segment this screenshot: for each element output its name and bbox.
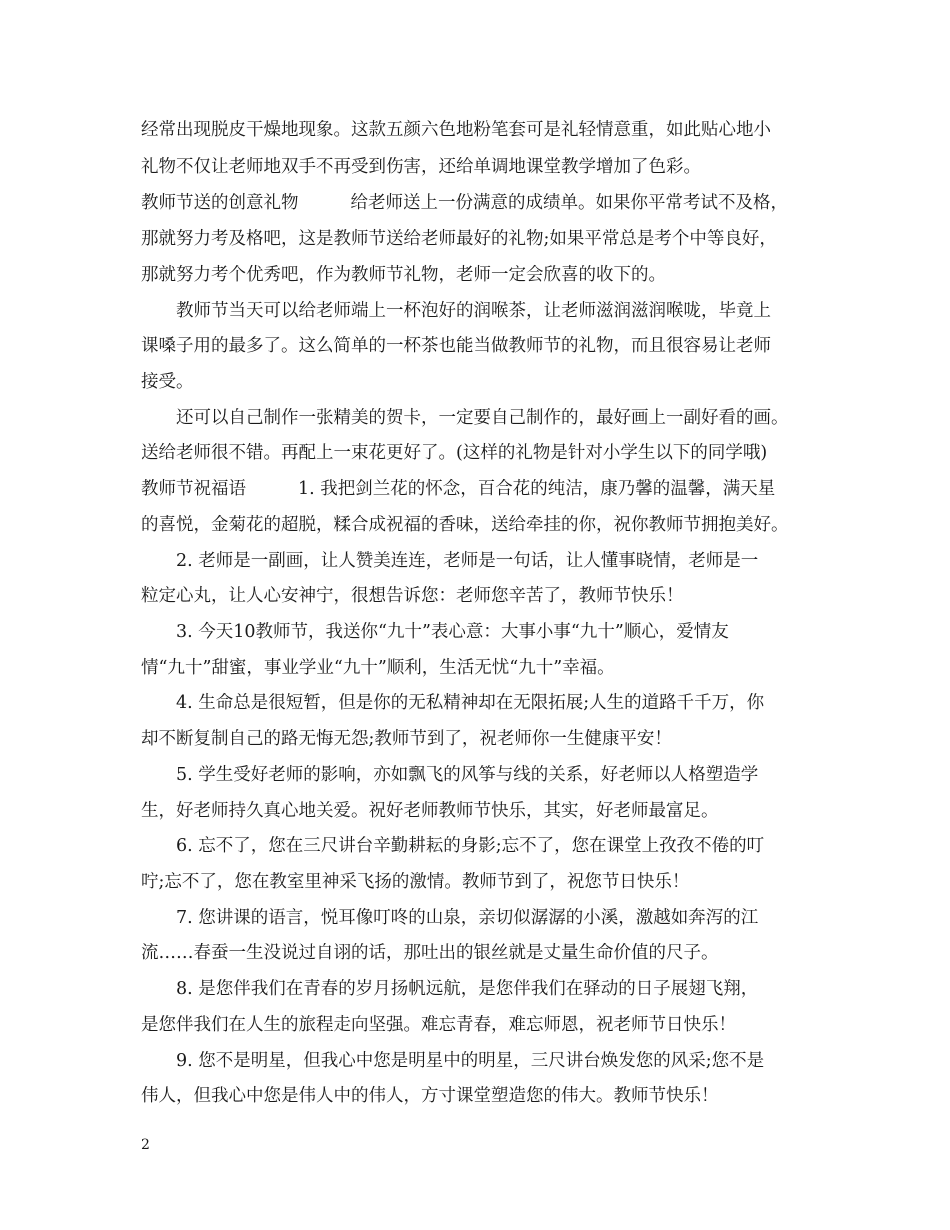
body-line: 生，好老师持久真心地关爱。祝好老师教师节快乐，其实，好老师最富足。: [141, 801, 719, 821]
body-line: 礼物不仅让老师地双手不再受到伤害，还给单调地课堂教学增加了色彩。: [141, 157, 701, 177]
body-text: 给老师送上一份满意的成绩单。如果你平常考试不及格，: [350, 193, 788, 213]
body-line: 8. 是您伴我们在青春的岁月扬帆远航，是您伴我们在驿动的日子展翅飞翔，: [176, 979, 759, 999]
body-line: 4. 生命总是很短暂，但是你的无私精神却在无限拓展;人生的道路千千万，你: [176, 693, 765, 713]
body-line: [141, 191, 841, 215]
body-line: 2. 老师是一副画，让人赞美连连，老师是一句话，让人懂事晓情，老师是一: [176, 551, 759, 571]
page-number: 2: [141, 1137, 150, 1153]
body-line: 送给老师很不错。再配上一束花更好了。(这样的礼物是针对小学生以下的同学哦): [141, 443, 768, 463]
body-line: 5. 学生受好老师的影响，亦如飘飞的风筝与线的关系，好老师以人格塑造学: [176, 765, 759, 785]
body-line: 经常出现脱皮干燥地现象。这款五颜六色地粉笔套可是礼轻情意重，如此贴心地小: [141, 120, 771, 140]
body-line: 6. 忘不了，您在三尺讲台辛勤耕耘的身影;忘不了，您在课堂上孜孜不倦的叮: [176, 836, 765, 856]
body-line: 3. 今天10教师节，我送你“九十”表心意：大事小事“九十”顺心，爱情友: [176, 622, 729, 642]
body-line: 伟人，但我心中您是伟人中的伟人，方寸课堂塑造您的伟大。教师节快乐！: [141, 1086, 719, 1106]
body-line: 的喜悦，金菊花的超脱，糅合成祝福的香味，送给牵挂的你，祝你教师节拥抱美好。: [141, 515, 789, 535]
section-heading: 教师节祝福语: [141, 479, 246, 499]
body-line: 是您伴我们在人生的旅程走向坚强。难忘青春，难忘师恩，祝老师节日快乐！: [141, 1015, 736, 1035]
body-line: 教师节当天可以给老师端上一杯泡好的润喉茶，让老师滋润滋润喉咙，毕竟上: [176, 301, 771, 321]
body-line: 那就努力考及格吧，这是教师节送给老师最好的礼物;如果平常总是考个中等良好，: [141, 229, 777, 249]
body-line: 9. 您不是明星，但我心中您是明星中的明星，三尺讲台焕发您的风采;您不是: [176, 1051, 765, 1071]
body-line: 粒定心丸，让人心安神宁，很想告诉您：老师您辛苦了，教师节快乐！: [141, 586, 684, 606]
body-line: 接受。: [141, 372, 194, 392]
body-line: 流……春蚕一生没说过自诩的话，那吐出的银丝就是丈量生命价值的尺子。: [141, 943, 719, 963]
body-line: 课嗓子用的最多了。这么简单的一杯茶也能当做教师节的礼物，而且很容易让老师: [141, 336, 771, 356]
body-line: 咛;忘不了，您在教室里神采飞扬的激情。教师节到了，祝您节日快乐！: [141, 872, 690, 892]
body-line: 还可以自己制作一张精美的贺卡，一定要自己制作的，最好画上一副好看的画。: [176, 408, 789, 428]
body-line: 7. 您讲课的语言，悦耳像叮咚的山泉，亲切似潺潺的小溪，激越如奔泻的江: [176, 908, 759, 928]
section-heading: 教师节送的创意礼物: [141, 193, 299, 213]
body-text: 1. 我把剑兰花的怀念，百合花的纯洁，康乃馨的温馨，满天星: [298, 479, 776, 499]
body-line: [141, 477, 841, 501]
body-line: 却不断复制自己的路无悔无怨;教师节到了，祝老师你一生健康平安！: [141, 729, 672, 749]
body-line: 情“九十”甜蜜，事业学业“九十”顺利，生活无忧“九十”幸福。: [141, 658, 615, 678]
body-line: 那就努力考个优秀吧，作为教师节礼物，老师一定会欣喜的收下的。: [141, 265, 666, 285]
